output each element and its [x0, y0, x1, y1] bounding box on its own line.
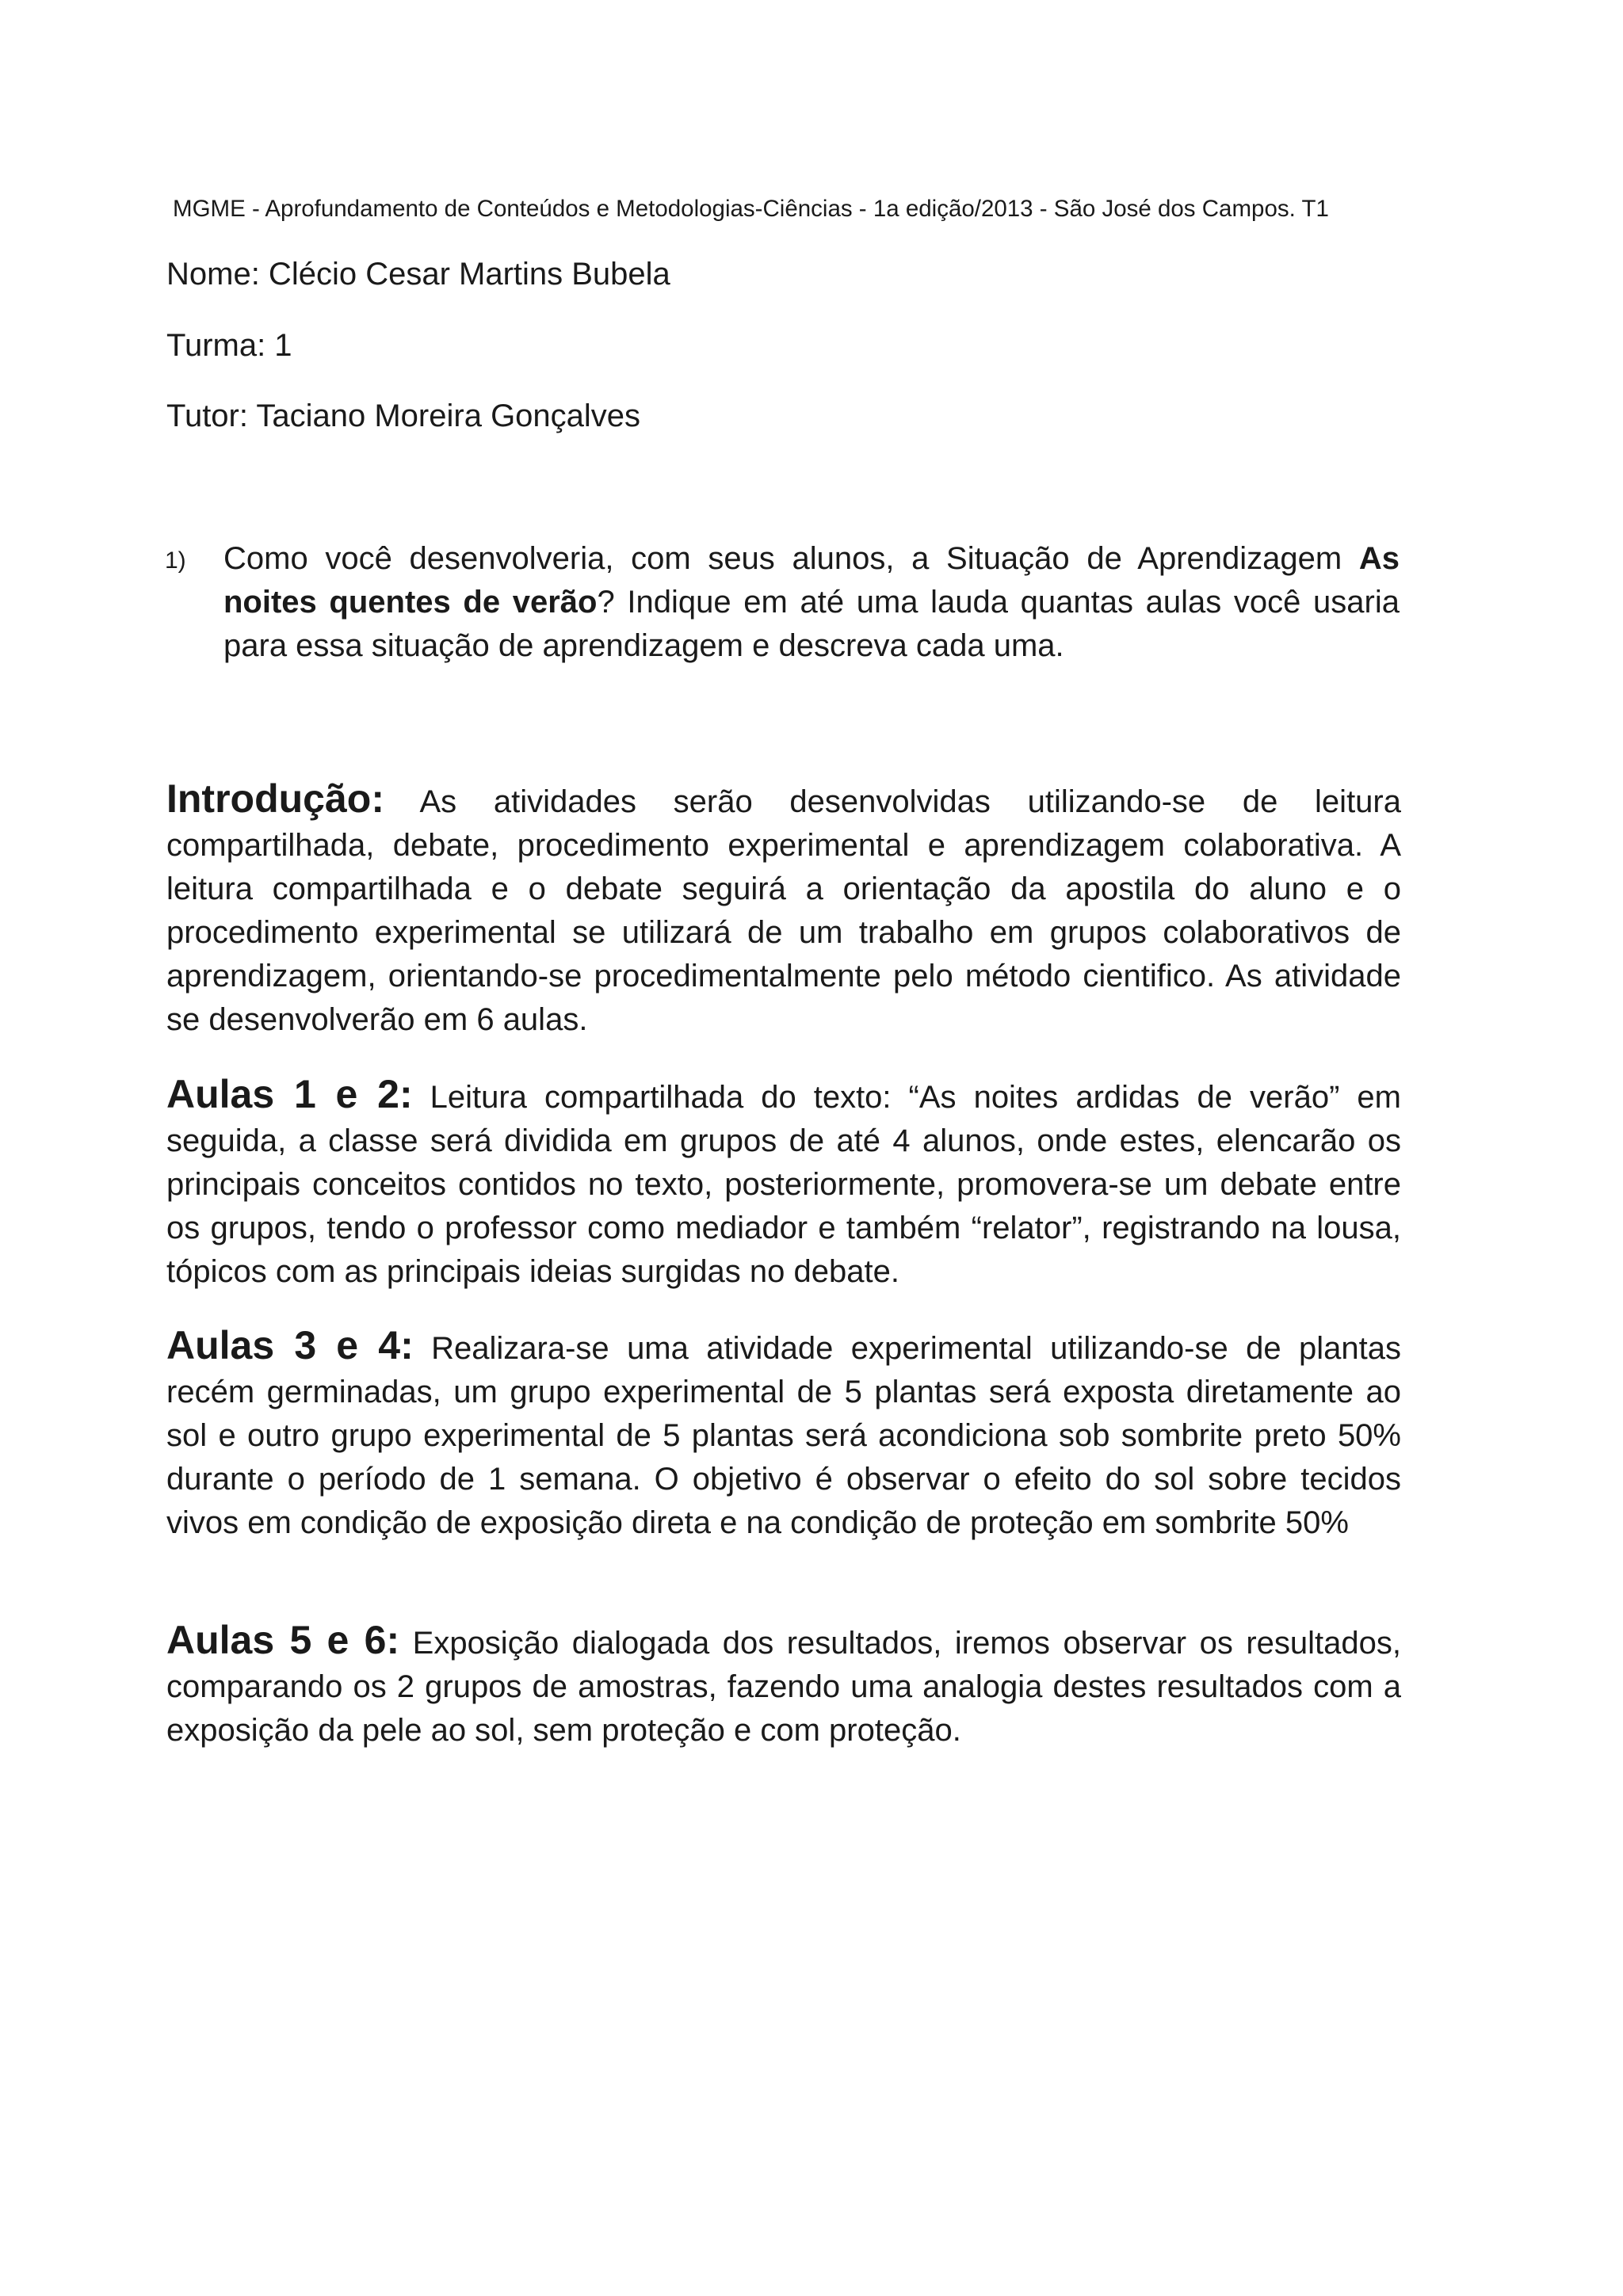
question-bold-title: As noites quentes de verão	[223, 541, 1400, 620]
aulas-3-4-heading: Aulas 3 e 4:	[166, 1323, 414, 1367]
intro-body: As atividades serão desenvolvidas utilizando-se de leitura compartilhada, debate, procedimento experimental e aprendizagem colaborativa. A leitura compartilhada e o debate seguirá a orientação da apostila do aluno e o procedimento experimental se utilizará de um trabalho em grupos colaborativos de aprendizagem, orientando-se procedimentalmente pelo método cientifico. As atividade se desenvolverão em 6 aulas.	[166, 784, 1401, 1037]
aulas-5-6-body: Exposição dialogada dos resultados, iremos observar os resultados, comparando os 2 grupos de amostras, fazendo uma analogia destes resultados com a exposição da pele ao sol, sem proteção e com proteção.	[166, 1626, 1402, 1748]
question-text-end: ? Indique em até uma lauda quantas aulas você usaria para essa situação de aprendizagem e descreva cada uma.	[223, 585, 1400, 663]
question-text-start: Como você desenvolveria, com seus alunos, a Situação de Aprendizagem	[223, 541, 1359, 576]
question-number: 1)	[165, 547, 186, 574]
course-header: MGME - Aprofundamento de Conteúdos e Metodologias-Ciências - 1a edição/2013 - São José dos Campos. T1	[173, 196, 1329, 222]
tutor-line: Tutor: Taciano Moreira Gonçalves	[166, 399, 641, 433]
question-text	[223, 537, 1400, 668]
aulas-1-2-section	[166, 1073, 1401, 1294]
class-line: Turma: 1	[166, 328, 292, 363]
aulas-3-4-section	[166, 1324, 1401, 1545]
aulas-3-4-body: Realizara-se uma atividade experimental utilizando-se de plantas recém germinadas, um grupo experimental de 5 plantas será exposta diretamente ao sol e outro grupo experimental de 5 plantas será acondiciona sob sombrite preto 50% durante o período de 1 semana. O objetivo é observar o efeito do sol sobre tecidos vivos em condição de exposição direta e na condição de proteção em sombrite 50%	[166, 1331, 1402, 1540]
intro-section	[166, 777, 1401, 1042]
aulas-5-6-heading: Aulas 5 e 6:	[166, 1618, 400, 1662]
aulas-5-6-section	[166, 1619, 1401, 1753]
student-name: Nome: Clécio Cesar Martins Bubela	[166, 257, 670, 292]
intro-heading: Introdução:	[166, 776, 384, 821]
aulas-1-2-body: Leitura compartilhada do texto: “As noites ardidas de verão” em seguida, a classe será dividida em grupos de até 4 alunos, onde estes, elencarão os principais conceitos contidos no texto, posteriormente, promovera-se um debate entre os grupos, tendo o professor como mediador e também “relator”, registrando na lousa, tópicos com as principais ideias surgidas no debate.	[166, 1080, 1401, 1289]
aulas-1-2-heading: Aulas 1 e 2:	[166, 1072, 413, 1116]
